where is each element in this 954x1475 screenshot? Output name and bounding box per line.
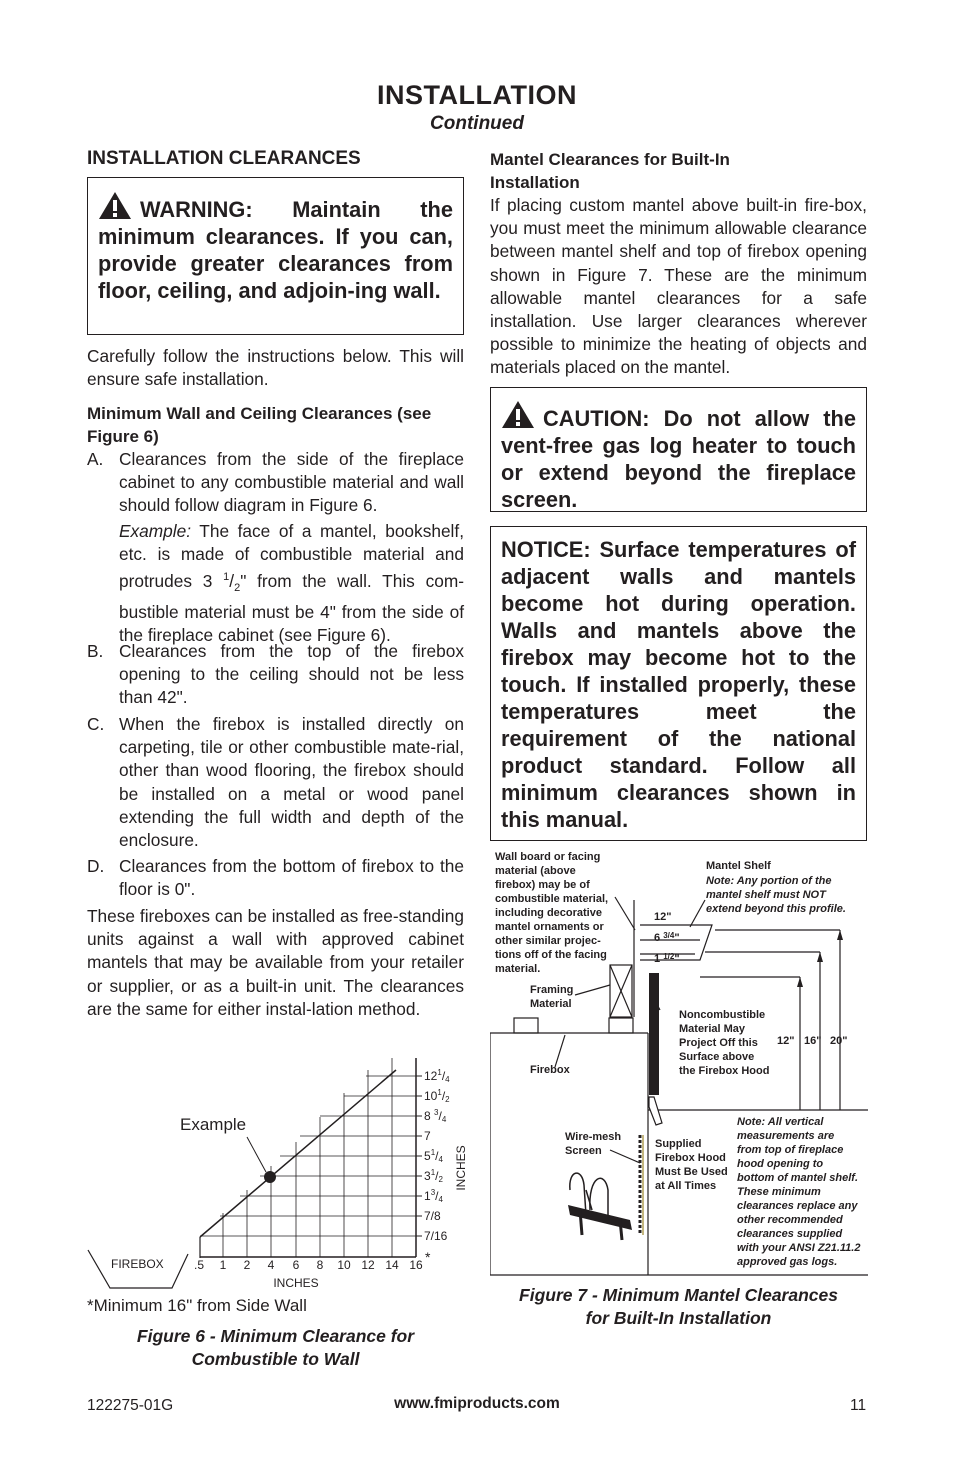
example-text-start: The face of a mantel, bookshelf, etc. is made of combustible material and protrudes 3 bbox=[119, 521, 464, 592]
figure-7-caption bbox=[490, 1284, 867, 1330]
x-tick: .5 bbox=[193, 1258, 205, 1272]
framing-label: Framing Material bbox=[530, 984, 574, 1010]
y-tick: $3^1/2$ bbox=[424, 1168, 443, 1184]
intro-paragraph: Carefully follow the instructions below. This will ensure safe installation. bbox=[87, 346, 464, 390]
example-text-end: " from the wall. This com-bustible material must be 4" from the side of the fireplace cabinet (see Figure 6). bbox=[119, 571, 464, 646]
page-number: 11 bbox=[850, 1397, 867, 1414]
example-leader bbox=[247, 1137, 266, 1172]
x-tick: 16 bbox=[409, 1258, 423, 1272]
dim-1-1-2: 1 $^{1/2}$" bbox=[654, 952, 680, 965]
y-tick: 8 $^3$/4 bbox=[424, 1108, 447, 1124]
x-axis-label: INCHES bbox=[273, 1276, 319, 1290]
page-subtitle: Continued bbox=[430, 113, 524, 134]
section-title: INSTALLATION CLEARANCES bbox=[87, 148, 361, 169]
x-tick: 8 bbox=[316, 1258, 324, 1272]
list-text: Clearances from the bottom of firebox to the floor is 0". bbox=[119, 856, 464, 900]
caption-line: Figure 6 - Minimum Clearance for bbox=[136, 1326, 415, 1346]
y-tick: $5^1/4$ bbox=[424, 1148, 443, 1164]
vertical-dim-12: 12" bbox=[777, 1035, 795, 1047]
website-link[interactable]: www.fmiproducts.com bbox=[394, 1395, 560, 1412]
example-paragraph: Example: The face of a mantel, bookshelf, etc. is made of combustible material and protrudes 3 $^1/_2$" from the wall. This com-bustible material must be 4" from the side of the fireplace cabinet (see Figure 6). bbox=[119, 521, 464, 646]
part-number: 122275-01G bbox=[87, 1397, 174, 1414]
closing-paragraph: These fireboxes can be installed as free-standing units against a wall with approved cabinet mantels that may be available from your retailer or supplier, or as a built-in unit. The clearances are the same for either instal-lation method. bbox=[87, 906, 464, 1019]
hood-label: Supplied Firebox Hood Must Be Used at All Times bbox=[655, 1138, 728, 1192]
list-label: D. bbox=[87, 856, 105, 876]
list-label: C. bbox=[87, 714, 105, 734]
wire-mesh-label: Wire-mesh Screen bbox=[565, 1131, 622, 1157]
figure-6-chart bbox=[80, 1050, 480, 1300]
list-label: A. bbox=[87, 449, 104, 469]
y-tick: 7/8 bbox=[424, 1209, 441, 1223]
page-title: INSTALLATION bbox=[377, 80, 577, 110]
example-point bbox=[264, 1171, 276, 1183]
figure-6-footnote: *Minimum 16" from Side Wall bbox=[87, 1296, 307, 1315]
caption-line: Figure 7 - Minimum Mantel Clearances bbox=[519, 1285, 838, 1305]
firebox-hood bbox=[649, 1097, 662, 1125]
list-item-d bbox=[87, 855, 464, 901]
list-text: Clearances from the side of the fireplace cabinet to any combustible material and wall should follow diagram in Figure 6. bbox=[119, 449, 464, 516]
noncombustible-label: Noncombustible Material May Project Off this Surface above the Firebox Hood bbox=[679, 1009, 770, 1077]
log-grate bbox=[568, 1205, 632, 1230]
firebox-label: FIREBOX bbox=[111, 1257, 164, 1271]
y-axis-label: INCHES bbox=[454, 1145, 468, 1191]
notice-box bbox=[490, 526, 867, 841]
vertical-note: Note: All vertical measurements are from top of fireplace hood opening to bottom of mantel shelf. These minimum clearances replace any other recommended clearances supplied with your ANSI Z21.11.2 approved gas logs. bbox=[737, 1116, 861, 1268]
dim-12: 12" bbox=[654, 911, 672, 923]
y-tick: $12^1/4$ bbox=[424, 1068, 450, 1084]
list-item-a bbox=[87, 448, 464, 518]
dim-6-3-4: 6 $^{3/4}$" bbox=[654, 931, 680, 944]
caption-line: Combustible to Wall bbox=[191, 1349, 360, 1369]
y-tick: 7 bbox=[424, 1129, 431, 1143]
mantel-title bbox=[490, 148, 867, 194]
list-label: B. bbox=[87, 641, 104, 661]
mantel-title-line: Mantel Clearances for Built-In bbox=[490, 150, 730, 169]
caution-box bbox=[490, 387, 867, 512]
fraction-numerator: 1 bbox=[223, 571, 230, 584]
example-label: Example: bbox=[119, 521, 192, 541]
caption-line: for Built-In Installation bbox=[585, 1308, 772, 1328]
warning-message: WARNING: Maintain the minimum clearances. If you can, provide greater clearances from floor, ceiling, and adjoin-ing wall. bbox=[98, 197, 453, 303]
wall-board-note: Wall board or facing material (above firebox) may be of combustible material, including decorative mantel ornaments or other similar projec- tions off of the facing material. bbox=[495, 851, 609, 975]
firebox-label: Firebox bbox=[530, 1064, 570, 1076]
list-item-b bbox=[87, 640, 464, 710]
caution-triangle-icon bbox=[501, 400, 535, 429]
y-tick: $1^3/4$ bbox=[424, 1188, 443, 1204]
warning-text bbox=[98, 191, 453, 304]
mantel-note: Note: Any portion of the mantel shelf must NOT extend beyond this profile. bbox=[706, 875, 846, 915]
mantel-shelf-label: Mantel Shelf bbox=[706, 860, 771, 872]
x-tick: 10 bbox=[337, 1258, 351, 1272]
x-tick: 6 bbox=[292, 1258, 300, 1272]
caution-message: CAUTION: Do not allow the vent-free gas log heater to touch or extend beyond the fireplace screen. bbox=[501, 406, 856, 512]
x-tick: 1 bbox=[219, 1258, 227, 1272]
list-text: Clearances from the top of the firebox opening to the ceiling should not be less than 42". bbox=[119, 641, 464, 708]
caution-text bbox=[501, 400, 856, 513]
list-text: When the firebox is installed directly on carpeting, tile or other combustible mate-rial, other than wood flooring, the firebox should be installed on a metal or wood panel extending the full width and depth of the enclosure. bbox=[119, 714, 464, 851]
subsection-title: Minimum Wall and Ceiling Clearances (see Figure 6) bbox=[87, 404, 432, 447]
y-tick: 7/16 bbox=[424, 1229, 448, 1243]
figure-7-diagram bbox=[490, 845, 870, 1277]
vertical-dim-16: 16" bbox=[804, 1035, 822, 1047]
warning-triangle-icon bbox=[98, 191, 132, 220]
example-label: Example bbox=[180, 1115, 247, 1134]
mantel-title-line: Installation bbox=[490, 173, 580, 193]
clearance-line bbox=[200, 1070, 396, 1237]
fraction-denominator: 2 bbox=[234, 582, 241, 595]
list-item-c bbox=[87, 713, 464, 852]
grid-lines bbox=[200, 1058, 416, 1257]
mantel-paragraph: If placing custom mantel above built-in fire-box, you must meet the minimum allowable clearance between mantel shelf and top of firebox opening shown in Figure 7. These are the minimum allowable mantel clearances for a safe installation. Use larger clearances wherever possible to minimize the heating of objects and materials placed on the mantel. bbox=[490, 195, 867, 378]
x-tick-star: * bbox=[425, 1249, 431, 1265]
y-tick: $10^1/2$ bbox=[424, 1088, 450, 1104]
notice-text: NOTICE: Surface temperatures of adjacent walls and mantels become hot during operation. Walls and mantels above the firebox may become hot to the touch. If installed properly, these temperatures meet the requirement of the national product standard. Follow all minimum clearances shown in this manual. bbox=[501, 537, 856, 832]
figure-6-caption bbox=[87, 1325, 464, 1371]
x-tick: 4 bbox=[267, 1258, 275, 1272]
x-tick: 2 bbox=[243, 1258, 251, 1272]
noncombustible-strip bbox=[649, 973, 659, 1095]
x-tick: 14 bbox=[385, 1258, 399, 1272]
x-tick: 12 bbox=[361, 1258, 375, 1272]
warning-box bbox=[87, 177, 464, 335]
vertical-dim-20: 20" bbox=[830, 1035, 848, 1047]
